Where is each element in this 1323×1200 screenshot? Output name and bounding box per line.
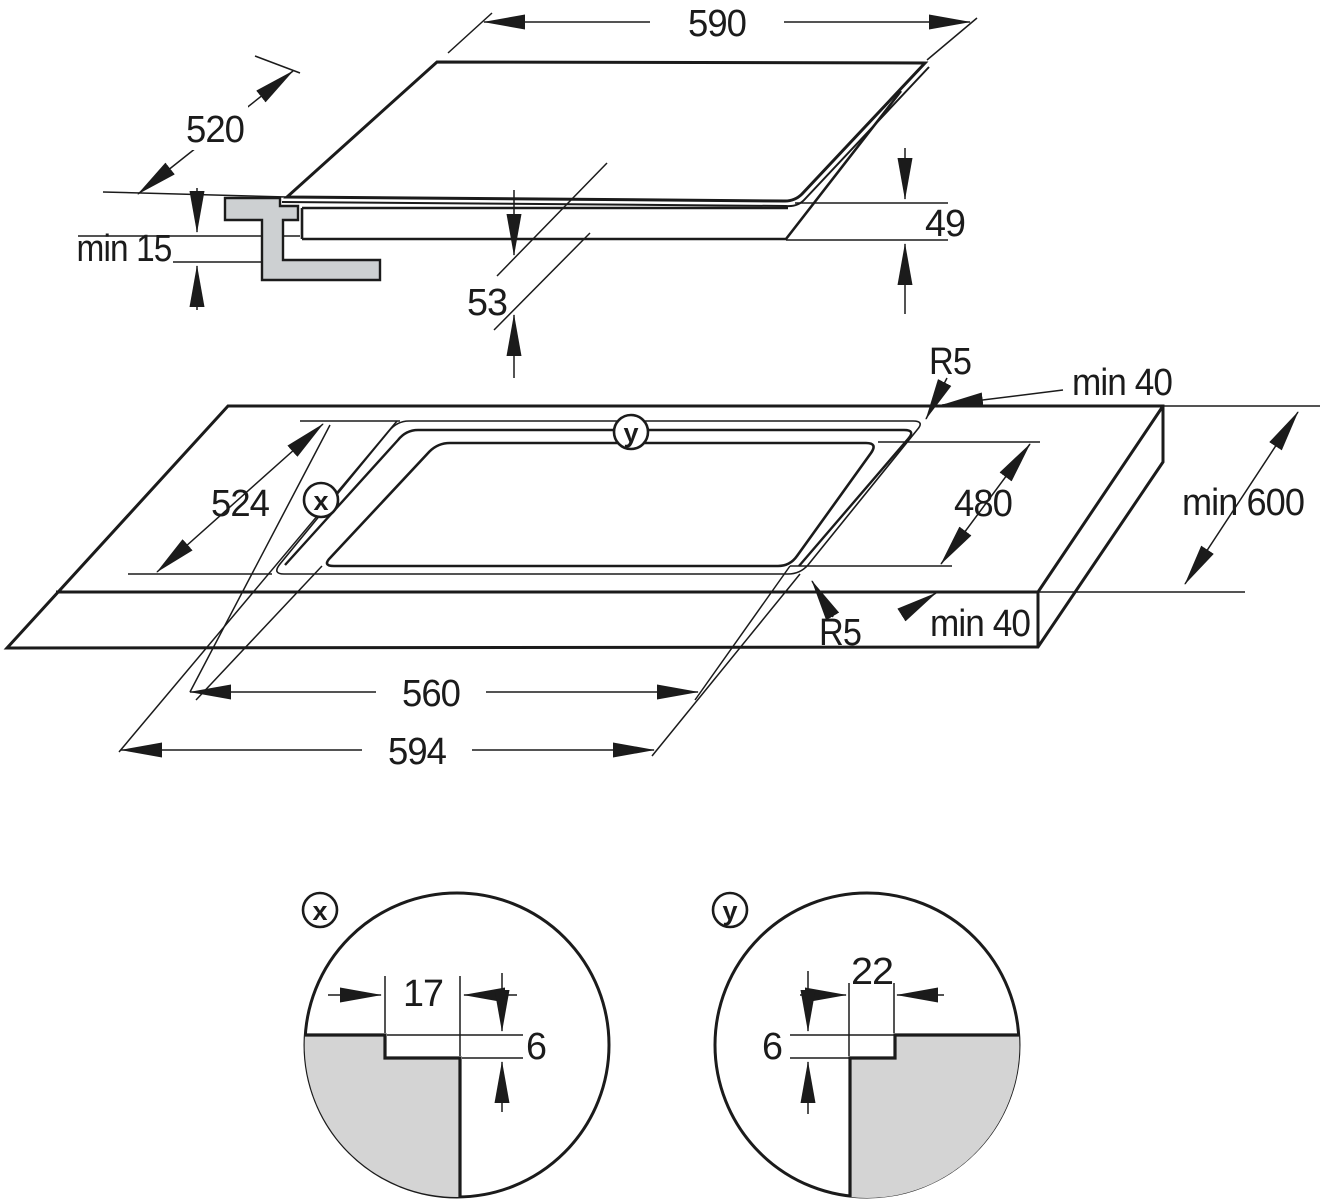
dim-17: 17 <box>403 973 443 1015</box>
callout-y: y <box>623 418 639 448</box>
hob-glass-top <box>287 62 925 201</box>
top-view <box>77 2 978 378</box>
ext-line <box>927 18 977 60</box>
dim-min600: min 600 <box>1182 482 1304 524</box>
cutout-view <box>7 341 1320 773</box>
dim-590: 590 <box>688 3 746 45</box>
dim-594: 594 <box>388 731 447 773</box>
cutout-step-edge <box>285 430 911 566</box>
detail-y-label: y <box>722 896 738 926</box>
section-line <box>695 566 790 700</box>
detail-x-label: x <box>312 896 328 926</box>
dim-520: 520 <box>186 109 244 151</box>
leader-r5-top <box>926 378 947 419</box>
dim-524: 524 <box>211 483 270 525</box>
ext-line <box>448 13 492 53</box>
ext-line <box>255 56 300 73</box>
dim-6-x: 6 <box>526 1026 546 1068</box>
dim-560: 560 <box>402 673 460 715</box>
hob-body <box>302 91 901 239</box>
dim-min40-top: min 40 <box>1072 362 1172 404</box>
section-line <box>494 233 590 330</box>
dim-6-y: 6 <box>762 1026 782 1068</box>
detail-x <box>303 893 609 1197</box>
section-line <box>652 574 800 756</box>
ext-line <box>103 192 287 197</box>
dim-53: 53 <box>467 282 507 324</box>
dim-min15: min 15 <box>76 228 172 270</box>
section-line <box>190 425 330 692</box>
hob-glass-edge <box>282 67 929 206</box>
leader-min40-top <box>942 390 1063 405</box>
label-r5-top: R5 <box>929 341 971 383</box>
cutout-hole <box>327 443 874 566</box>
section-line <box>119 421 397 752</box>
dim-22: 22 <box>851 951 893 993</box>
dim-480: 480 <box>954 483 1012 525</box>
callout-x: x <box>313 486 329 516</box>
detail-y <box>713 893 1019 1198</box>
dim-min40-bottom: min 40 <box>930 603 1030 645</box>
label-r5-bottom: R5 <box>819 612 861 654</box>
dim-49: 49 <box>925 203 965 245</box>
